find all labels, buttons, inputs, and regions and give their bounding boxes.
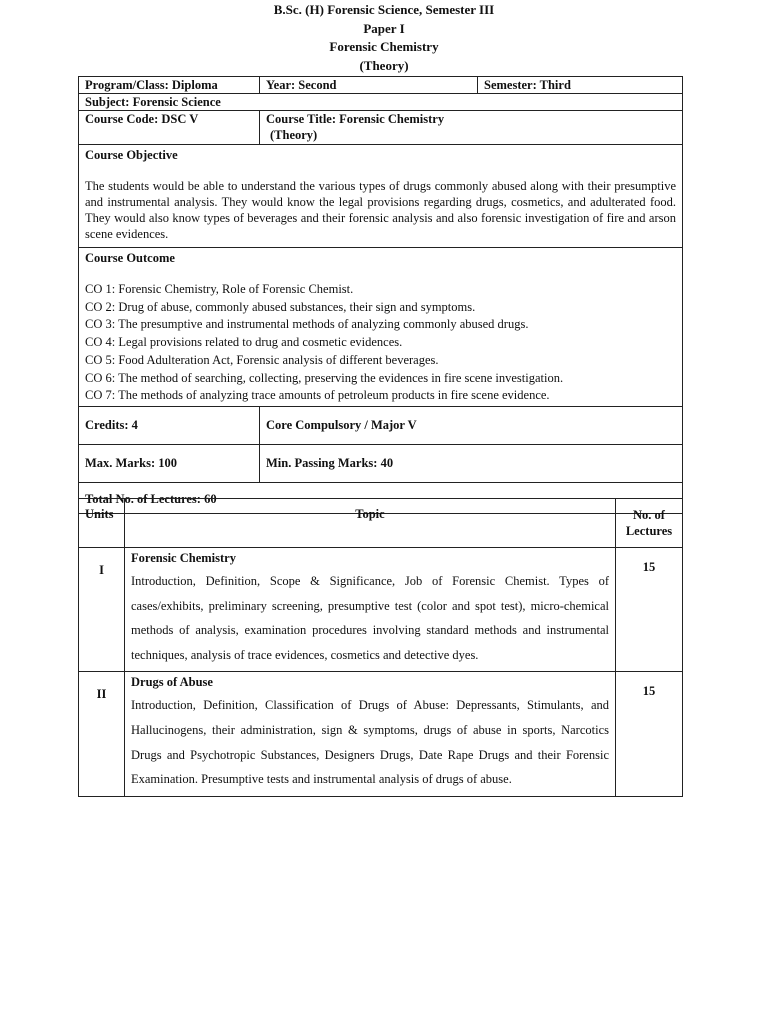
col-topic: Topic: [125, 499, 616, 548]
course-code: Course Code: DSC V: [79, 111, 260, 145]
unit-description: Introduction, Definition, Scope & Significance, Job of Forensic Chemist. Types of cases/exhibits, preliminary screening, presumptive test (color and spot test), micro-chemical methods of analysis, examination procedures involving standard methods and instrumental techniques, analysis of trace evidences, cosmetics and detective dyes.: [131, 574, 609, 662]
course-outcome-item: CO 4: Legal provisions related to drug and cosmetic evidences.: [85, 335, 403, 350]
semester: Semester: Third: [478, 77, 683, 94]
unit-topic: [125, 548, 616, 672]
year: Year: Second: [260, 77, 478, 94]
course-outcome-item: CO 5: Food Adulteration Act, Forensic analysis of different beverages.: [85, 352, 439, 367]
max-marks: Max. Marks: 100: [79, 444, 260, 482]
course-outcome-item: CO 3: The presumptive and instrumental methods of analyzing commonly abused drugs.: [85, 317, 529, 332]
paper-title: Forensic Chemistry: [329, 39, 439, 54]
unit-number: I: [79, 548, 125, 672]
course-title-line1: Course Title: Forensic Chemistry: [266, 112, 445, 126]
course-outcome-heading: Course Outcome: [85, 251, 175, 265]
table-row: [79, 548, 683, 672]
course-outcome-item: CO 6: The method of searching, collecting, preserving the evidences in fire scene investigation.: [85, 370, 564, 385]
course-objective-heading: Course Objective: [85, 148, 178, 162]
course-objective-text: The students would be able to understand the various types of drugs commonly abused along with their presumptive and instrumental analysis. They would know the legal provisions regarding drugs, cosmetics, and adulterated food. They would also know types of beverages and their forensic analysis and also forensic investigation of fire and arson scene evidences.: [85, 179, 676, 241]
core-compulsory: Core Compulsory / Major V: [260, 406, 683, 444]
total-lectures: Total No. of Lectures: 60: [79, 482, 683, 513]
subject: Subject: Forensic Science: [79, 94, 683, 111]
paper-number: Paper I: [363, 20, 405, 36]
unit-topic: [125, 672, 616, 796]
units-table: [78, 498, 683, 797]
unit-lectures: 15: [616, 672, 683, 796]
course-outcome-item: CO 1: Forensic Chemistry, Role of Forensic Chemist.: [85, 282, 354, 296]
unit-number: II: [79, 672, 125, 796]
course-outcome-item: CO 2: Drug of abuse, commonly abused substances, their sign and symptoms.: [85, 299, 476, 314]
col-lectures: No. of Lectures: [616, 499, 683, 548]
document-header: [0, 0, 768, 75]
unit-lectures: 15: [616, 548, 683, 672]
program-title: B.Sc. (H) Forensic Science, Semester III: [273, 2, 495, 17]
course-title: [260, 111, 683, 145]
program-class: Program/Class: Diploma: [79, 77, 260, 94]
course-outcome-item: CO 7: The methods of analyzing trace amounts of petroleum products in fire scene evidence.: [85, 388, 550, 403]
course-info-table: [78, 76, 683, 514]
col-units: Units: [79, 499, 125, 548]
course-outcome-cell: [79, 248, 683, 407]
paper-type: (Theory): [359, 57, 409, 73]
table-row: [79, 672, 683, 796]
min-passing-marks: Min. Passing Marks: 40: [260, 444, 683, 482]
unit-title: Drugs of Abuse: [131, 675, 213, 690]
credits: Credits: 4: [79, 406, 260, 444]
course-outcome-list: [85, 281, 676, 405]
course-title-line2: (Theory): [270, 128, 318, 142]
unit-description: Introduction, Definition, Classification of Drugs of Abuse: Depressants, Stimulants, and Hallucinogens, their administration, sign & symptoms, drugs of abuse in sports, Narcotics Drugs and Psychotropic Substances, Designers Drugs, Date Rape Drugs and their Forensic Examination. Presumptive tests and instrumental analysis of drugs of abuse.: [131, 698, 609, 787]
course-objective-cell: [79, 145, 683, 248]
units-table-header: [79, 499, 683, 548]
unit-title: Forensic Chemistry: [131, 551, 236, 565]
